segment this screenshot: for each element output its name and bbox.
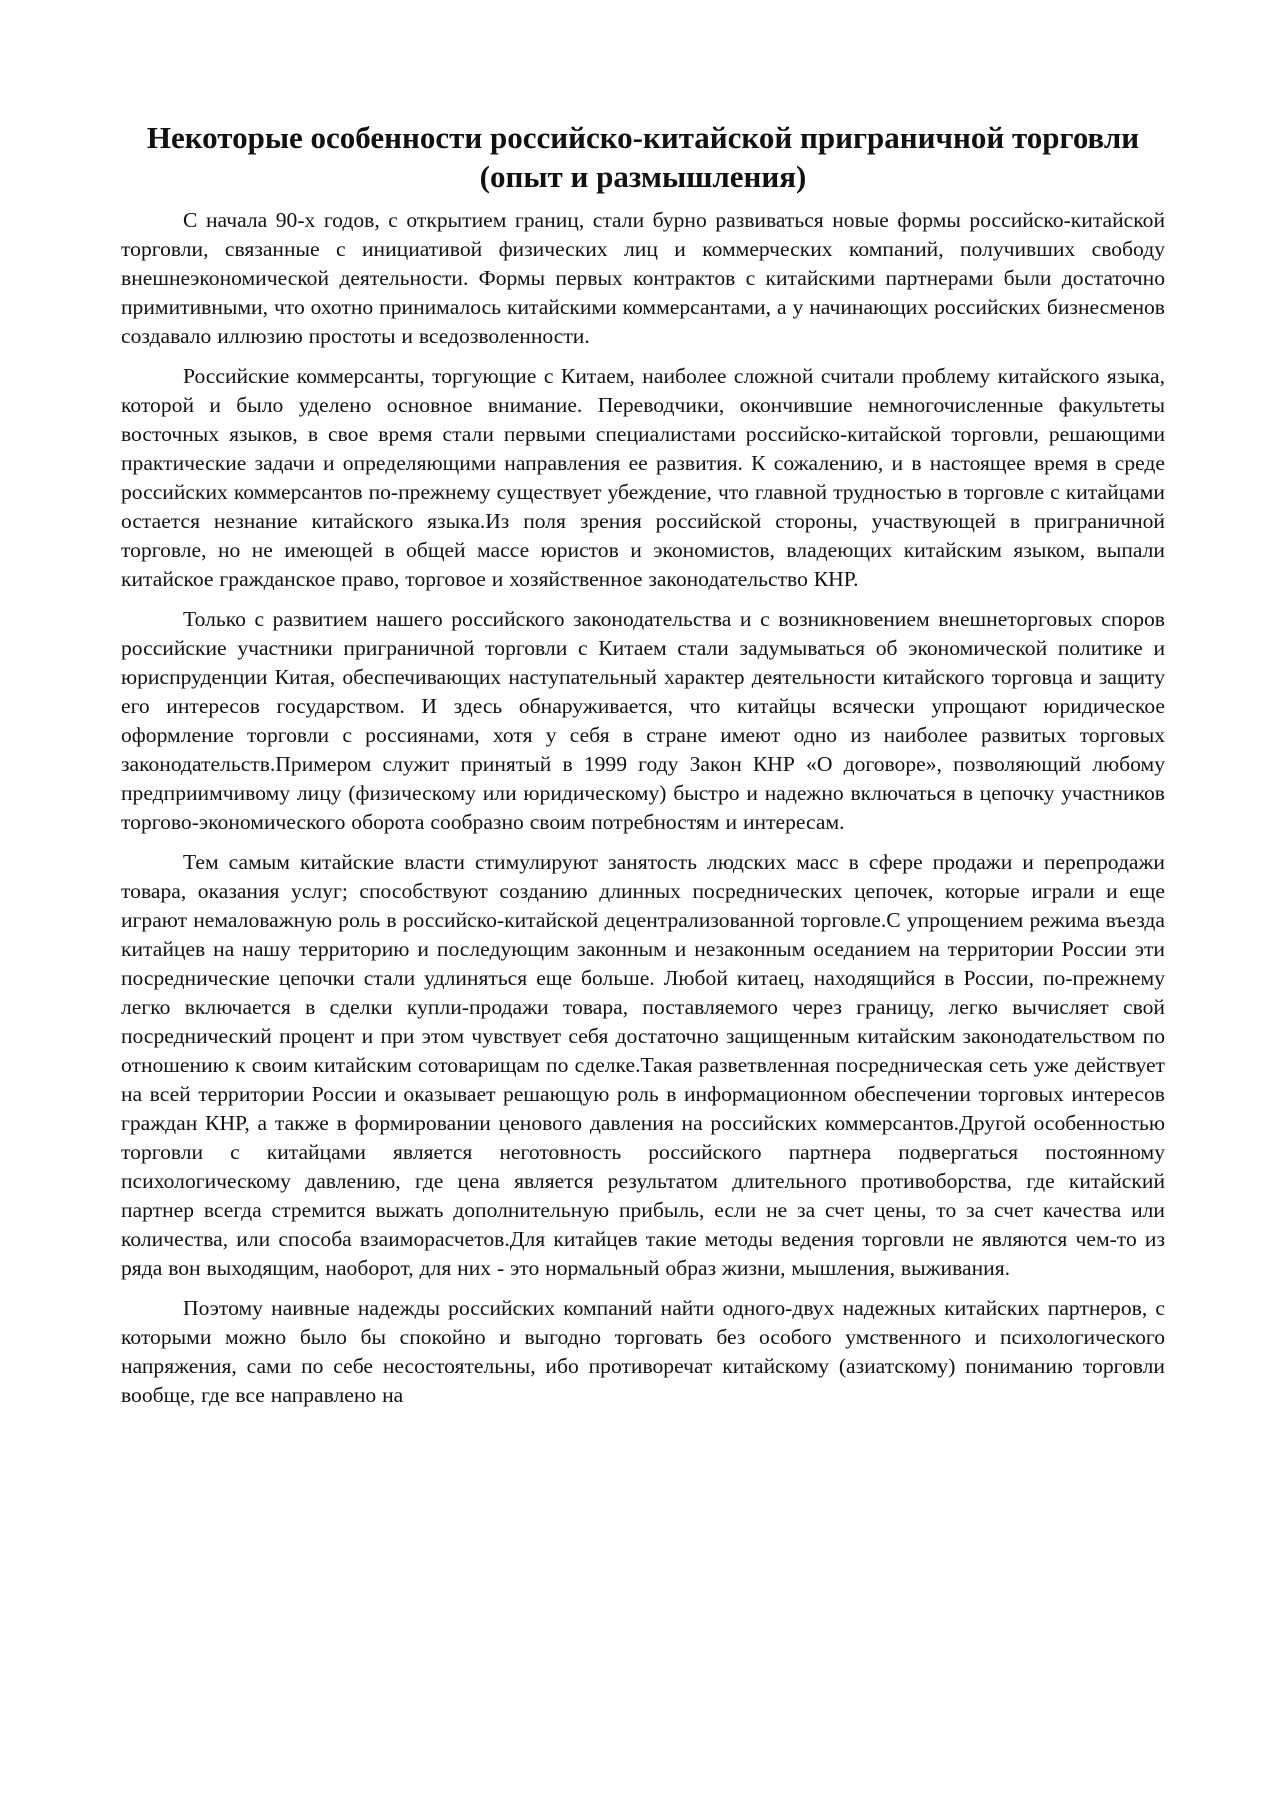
paragraph-4: Тем самым китайские власти стимулируют занятость людских масс в сфере продажи и перепродажи товара, оказания услуг; способствуют созданию длинных посреднических цепочек, которые играли и еще играют немаловажную роль в российско-китайской децентрализованной торговле.С упрощением режима въезда китайцев на нашу территорию и последующим законным и незаконным оседанием на территории России эти посреднические цепочки стали удлиняться еще больше. Любой китаец, находящийся в России, по-прежнему легко включается в сделки купли-продажи товара, поставляемого через границу, легко вычисляет свой посреднический процент и при этом чувствует себя достаточно защищенным китайским законодательством по отношению к своим китайским сотоварищам по сделке.Такая разветвленная посредническая сеть уже действует на всей территории России и оказывает решающую роль в информационном обеспечении торговых интересов граждан КНР, а также в формировании ценового давления на российских коммерсантов.Другой особенностью торговли с китайцами является неготовность российского партнера подвергаться постоянному психологическому давлению, где цена является результатом длительного противоборства, где китайский партнер всегда стремится выжать дополнительную прибыль, если не за счет цены, то за счет качества или количества, или способа взаиморасчетов.Для китайцев такие методы ведения торговли не являются чем-то из ряда вон выходящим, наоборот, для них - это нормальный образ жизни, мышления, выживания.	[121, 850, 1165, 1280]
paragraph-5: Поэтому наивные надежды российских компаний найти одного-двух надежных китайских партнеров, с которыми можно было бы спокойно и выгодно торговать без особого умственного и психологического напряжения, сами по себе несостоятельны, ибо противоречат китайскому (азиатскому) пониманию торговли вообще, где все направлено на	[121, 1296, 1165, 1407]
paragraph-3: Только с развитием нашего российского законодательства и с возникновением внешнеторговых споров российские участники приграничной торговли с Китаем стали задумываться об экономической политике и юриспруденции Китая, обеспечивающих наступательный характер деятельности китайского торговца и защиту его интересов государством. И здесь обнаруживается, что китайцы всячески упрощают юридическое оформление торговли с россиянами, хотя у себя в стране имеют одно из наиболее развитых торговых законодательств.Примером служит принятый в 1999 году Закон КНР «О договоре», позволяющий любому предприимчивому лицу (физическому или юридическому) быстро и надежно включаться в цепочку участников торгово-экономического оборота сообразно своим потребностям и интересам.	[121, 607, 1165, 834]
document-body	[121, 118, 1165, 1421]
paragraph-2: Российские коммерсанты, торгующие с Китаем, наиболее сложной считали проблему китайского языка, которой и было уделено основное внимание. Переводчики, окончившие немногочисленные факультеты восточных языков, в свое время стали первыми специалистами российско-китайской торговли, решающими практические задачи и определяющими направления ее развития. К сожалению, и в настоящее время в среде российских коммерсантов по-прежнему существует убеждение, что главной трудностью в торговле с китайцами остается незнание китайского языка.Из поля зрения российской стороны, участвующей в приграничной торговле, но не имеющей в общей массе юристов и экономистов, владеющих китайским языком, выпали китайское гражданское право, торговое и хозяйственное законодательство КНР.	[121, 364, 1165, 591]
paragraph-1: С начала 90-х годов, с открытием границ, стали бурно развиваться новые формы российско-китайской торговли, связанные с инициативой физических лиц и коммерческих компаний, получивших свободу внешнеэкономической деятельности. Формы первых контрактов с китайскими партнерами были достаточно примитивными, что охотно принималось китайскими коммерсантами, а у начинающих российских бизнесменов создавало иллюзию простоты и вседозволенности.	[121, 208, 1165, 348]
document-title: Некоторые особенности российско-китайской приграничной торговли (опыт и размышления)	[146, 120, 1140, 194]
